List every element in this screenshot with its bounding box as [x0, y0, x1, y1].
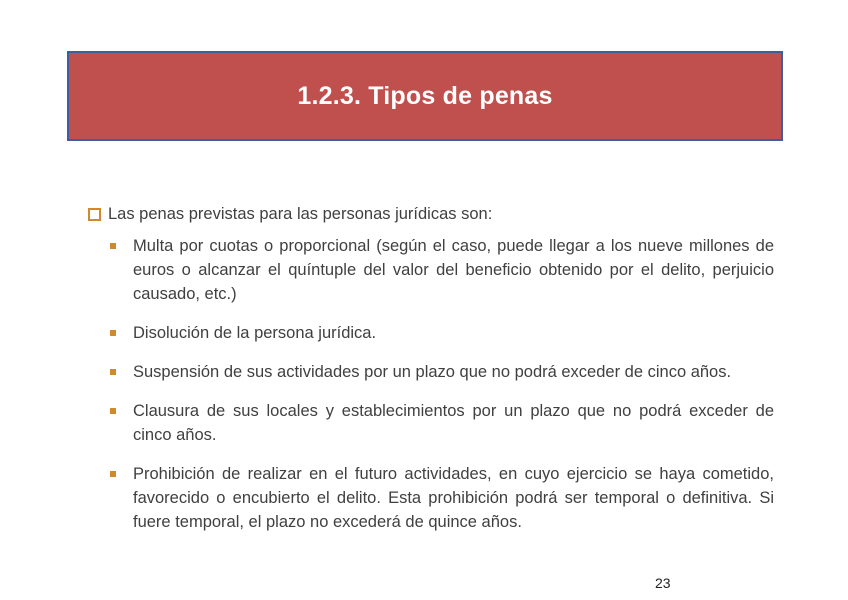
intro-text: Las penas previstas para las personas jurídicas son:: [108, 205, 493, 223]
checkbox-bullet-icon: [88, 208, 101, 221]
page-number: 23: [655, 575, 671, 591]
list-item: [110, 321, 774, 345]
list-item-text: Suspensión de sus actividades por un plazo que no podrá exceder de cinco años.: [133, 363, 732, 381]
list-item: [110, 462, 774, 534]
square-bullet-icon: [110, 408, 116, 414]
list-item-text: Prohibición de realizar en el futuro actividades, en cuyo ejercicio se haya cometido, favorecido o encubierto el delito. Esta prohibición podrá ser temporal o definitiva. Si fuere temporal, el plazo no excederá de quince años.: [133, 465, 774, 531]
slide-content: [88, 202, 774, 534]
title-banner: [67, 51, 783, 141]
intro-line: [88, 202, 774, 226]
list-item: [110, 234, 774, 306]
penalties-list: [88, 234, 774, 534]
slide-title: 1.2.3. Tipos de penas: [297, 81, 553, 110]
list-item-text: Disolución de la persona jurídica.: [133, 324, 377, 342]
square-bullet-icon: [110, 243, 116, 249]
square-bullet-icon: [110, 330, 116, 336]
list-item: [110, 360, 774, 384]
square-bullet-icon: [110, 369, 116, 375]
square-bullet-icon: [110, 471, 116, 477]
list-item: [110, 399, 774, 447]
list-item-text: Multa por cuotas o proporcional (según el caso, puede llegar a los nueve millones de euros o alcanzar el quíntuple del valor del beneficio obtenido por el delito, perjuicio causado, etc.): [133, 237, 774, 303]
list-item-text: Clausura de sus locales y establecimientos por un plazo que no podrá exceder de cinco años.: [133, 402, 774, 444]
